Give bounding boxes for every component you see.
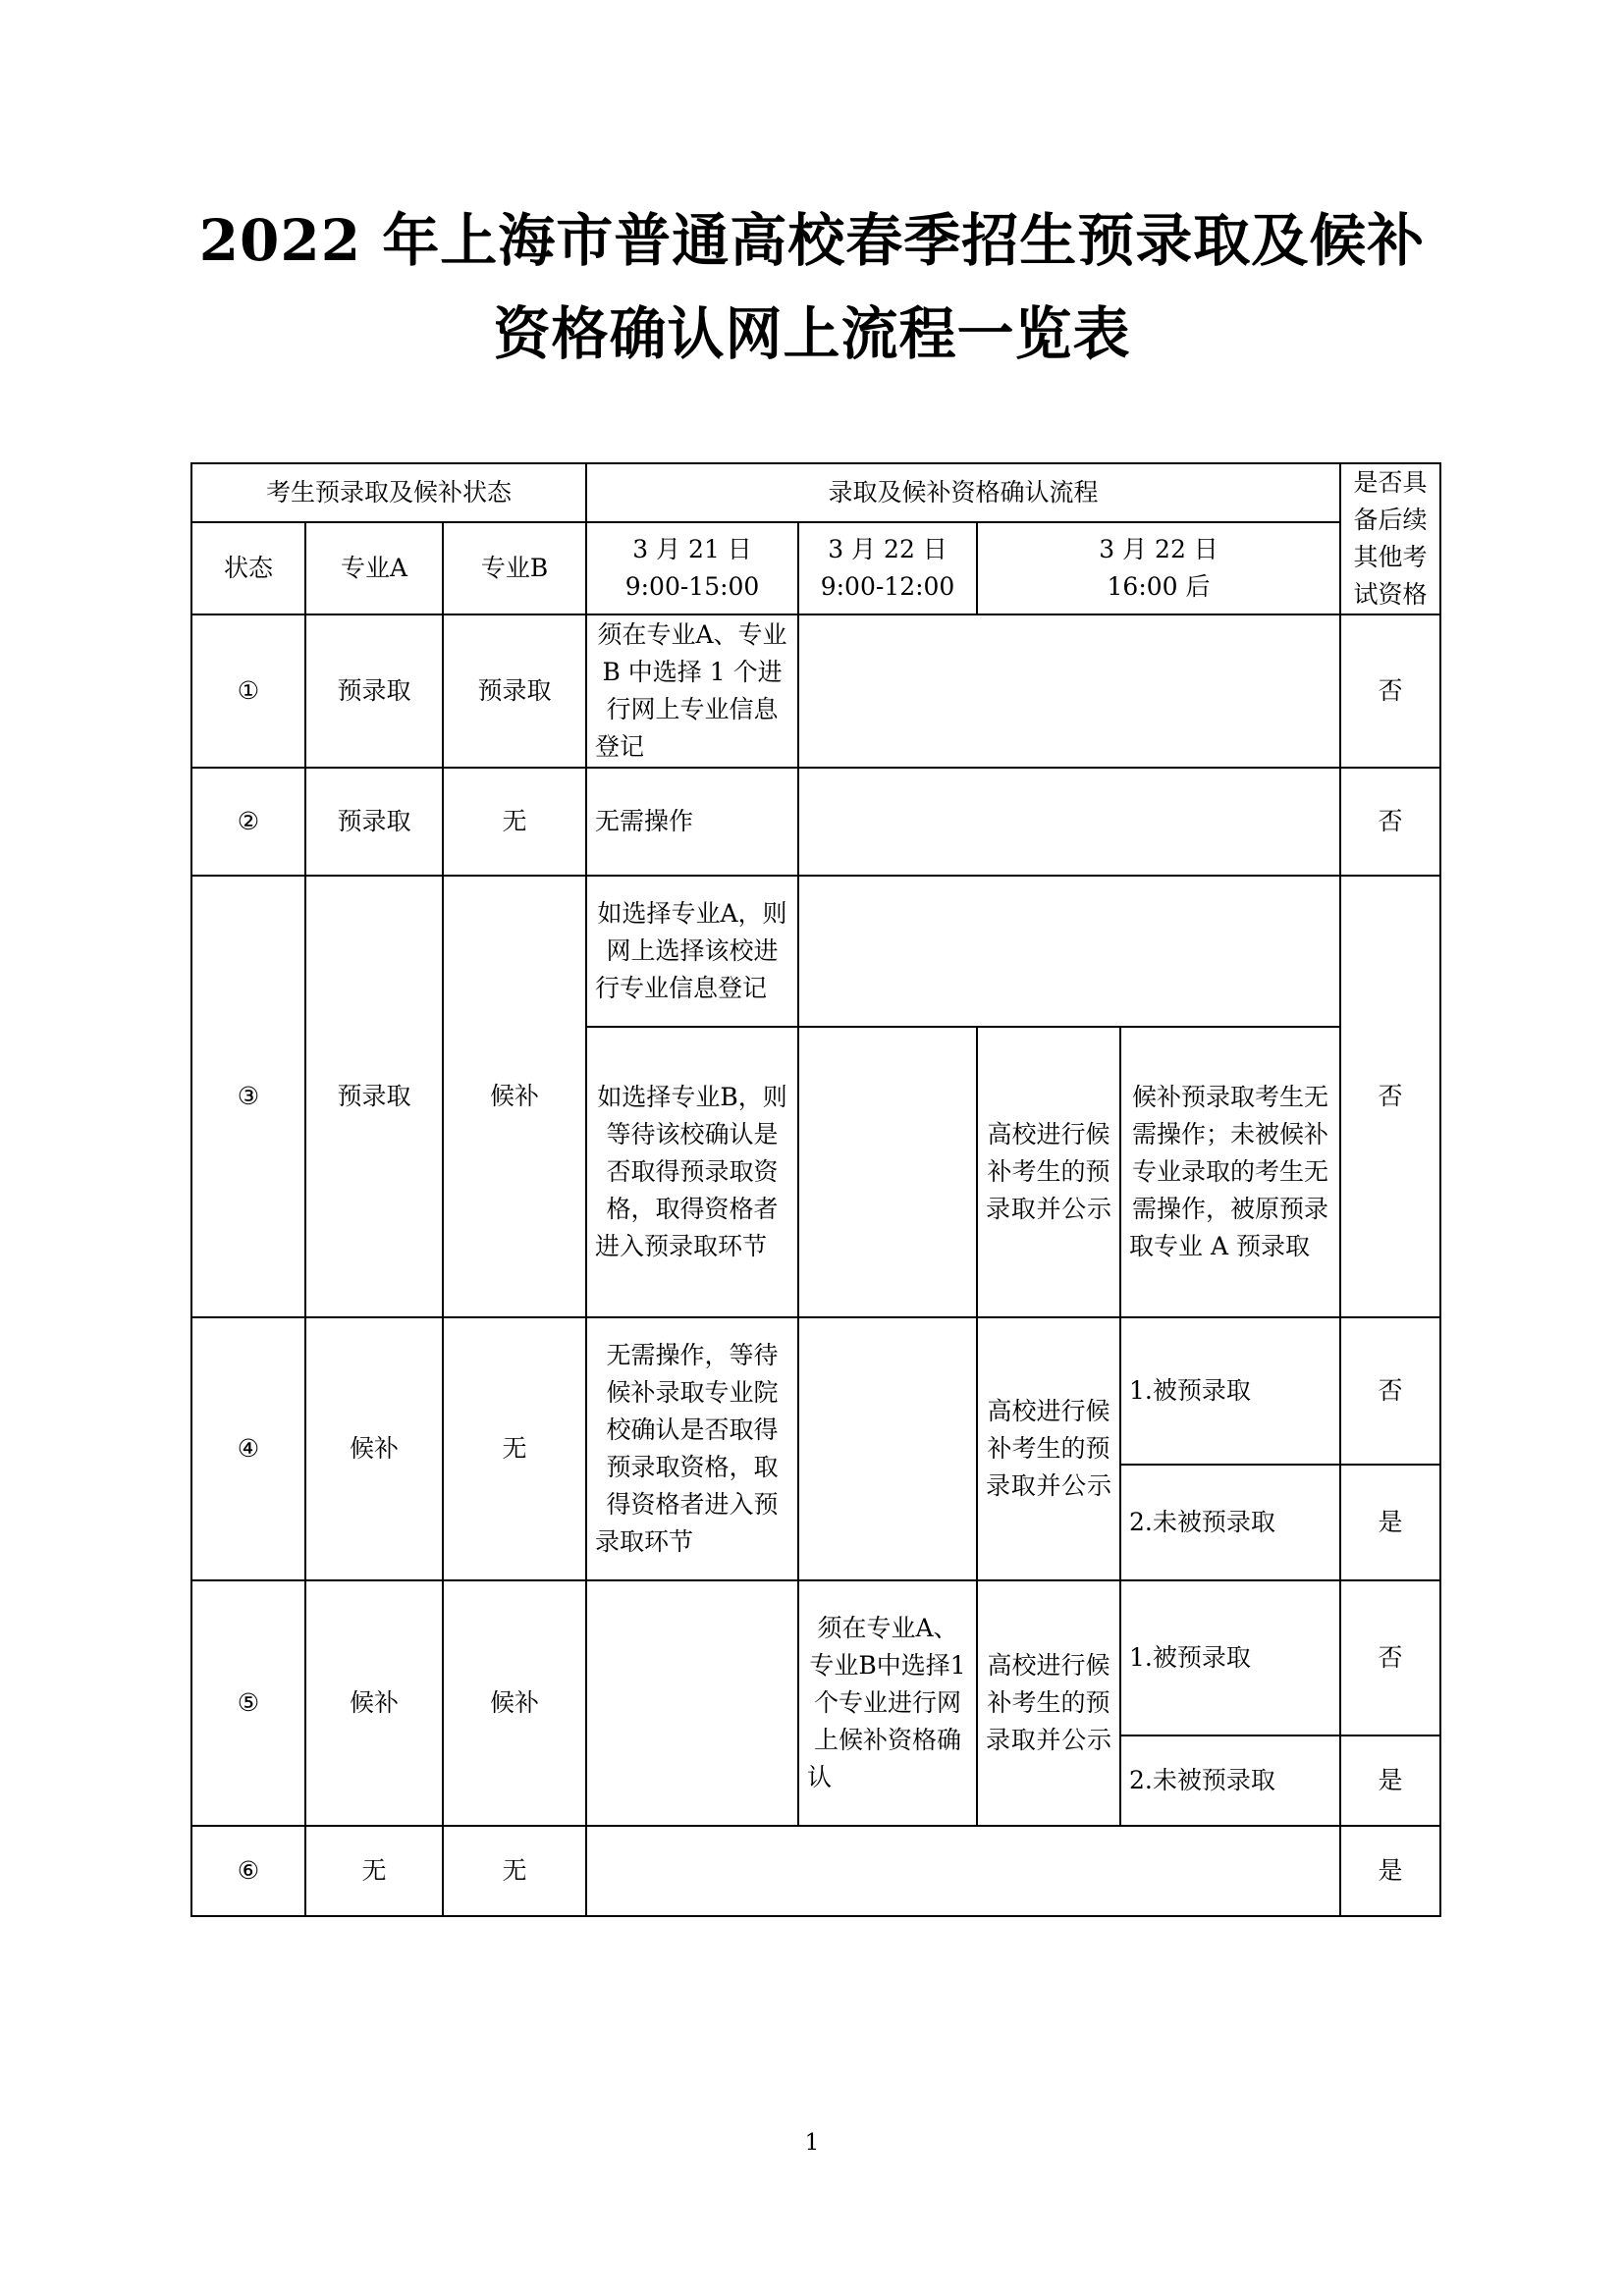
major-b-cell: 无	[443, 768, 586, 876]
eligibility-cell: 否	[1340, 768, 1440, 876]
status-cell: ①	[191, 614, 305, 768]
empty-cell	[798, 768, 1340, 876]
time-3: 16:00 后	[1107, 571, 1211, 601]
empty-cell	[798, 1027, 977, 1317]
eligibility-cell: 否	[1340, 614, 1440, 768]
major-a-cell: 无	[305, 1826, 443, 1916]
major-a-cell: 预录取	[305, 768, 443, 876]
step-cell: 高校进行候补考生的预录取并公示	[977, 1027, 1120, 1317]
eligibility-header: 是否具备后续其他考试资格	[1340, 463, 1440, 614]
date-3: 3 月 22 日	[1099, 534, 1218, 563]
step-cell: 须在专业A、专业 B 中选择 1 个进行网上专业信息登记	[586, 614, 798, 768]
status-cell: ⑥	[191, 1826, 305, 1916]
major-b-cell: 无	[443, 1826, 586, 1916]
eligibility-cell: 是	[1340, 1465, 1440, 1580]
step-cell: 无需操作	[586, 768, 798, 876]
date-col-2-header	[798, 522, 977, 614]
outcome-cell: 2.未被预录取	[1120, 1465, 1340, 1580]
major-b-cell: 候补	[443, 1580, 586, 1826]
outcome-cell: 1.被预录取	[1120, 1580, 1340, 1735]
step-cell: 如选择专业A，则网上选择该校进行专业信息登记	[586, 876, 798, 1027]
page-title-line1: 2022 年上海市普通高校春季招生预录取及候补	[198, 207, 1426, 274]
major-a-cell: 候补	[305, 1580, 443, 1826]
date-2: 3 月 22 日	[828, 534, 947, 563]
eligibility-cell: 否	[1340, 1580, 1440, 1735]
col-major-b-header: 专业B	[443, 522, 586, 614]
page-title-line2: 资格确认网上流程一览表	[493, 300, 1131, 367]
admission-flow-table	[190, 462, 1441, 1917]
col-major-a-header: 专业A	[305, 522, 443, 614]
status-cell: ②	[191, 768, 305, 876]
empty-cell	[798, 614, 1340, 768]
eligibility-cell: 是	[1340, 1826, 1440, 1916]
table-row	[191, 1317, 1440, 1465]
table-row	[191, 614, 1440, 768]
eligibility-cell: 是	[1340, 1735, 1440, 1826]
table-row	[191, 768, 1440, 876]
major-a-cell: 候补	[305, 1317, 443, 1580]
table-row	[191, 876, 1440, 1027]
page-number: 1	[804, 2130, 820, 2156]
empty-cell	[798, 876, 1340, 1027]
major-a-cell: 预录取	[305, 614, 443, 768]
outcome-cell: 2.未被预录取	[1120, 1735, 1340, 1826]
step-cell: 高校进行候补考生的预录取并公示	[977, 1317, 1120, 1580]
major-b-cell: 无	[443, 1317, 586, 1580]
table-row	[191, 1826, 1440, 1916]
flow-group-header: 录取及候补资格确认流程	[586, 463, 1340, 522]
status-cell: ④	[191, 1317, 305, 1580]
step-cell: 无需操作，等待候补录取专业院校确认是否取得预录取资格，取得资格者进入预录取环节	[586, 1317, 798, 1580]
date-col-1-header	[586, 522, 798, 614]
time-1: 9:00-15:00	[624, 571, 760, 601]
eligibility-cell: 否	[1340, 876, 1440, 1317]
major-a-cell: 预录取	[305, 876, 443, 1317]
step-cell: 须在专业A、专业B中选择1个专业进行网上候补资格确认	[798, 1580, 977, 1826]
major-b-cell: 候补	[443, 876, 586, 1317]
empty-cell	[586, 1826, 1340, 1916]
major-b-cell: 预录取	[443, 614, 586, 768]
outcome-cell: 1.被预录取	[1120, 1317, 1340, 1465]
empty-cell	[798, 1317, 977, 1580]
table-row	[191, 1580, 1440, 1735]
eligibility-cell: 否	[1340, 1317, 1440, 1465]
date-1: 3 月 21 日	[632, 534, 752, 563]
time-2: 9:00-12:00	[820, 571, 955, 601]
status-cell: ③	[191, 876, 305, 1317]
status-group-header: 考生预录取及候补状态	[191, 463, 586, 522]
col-status-header: 状态	[191, 522, 305, 614]
step-cell: 如选择专业B，则等待该校确认是否取得预录取资格，取得资格者进入预录取环节	[586, 1027, 798, 1317]
status-cell: ⑤	[191, 1580, 305, 1826]
empty-cell	[586, 1580, 798, 1826]
step-cell: 候补预录取考生无需操作；未被候补专业录取的考生无需操作，被原预录取专业 A 预录取	[1120, 1027, 1340, 1317]
step-cell: 高校进行候补考生的预录取并公示	[977, 1580, 1120, 1826]
date-col-3-header	[977, 522, 1340, 614]
